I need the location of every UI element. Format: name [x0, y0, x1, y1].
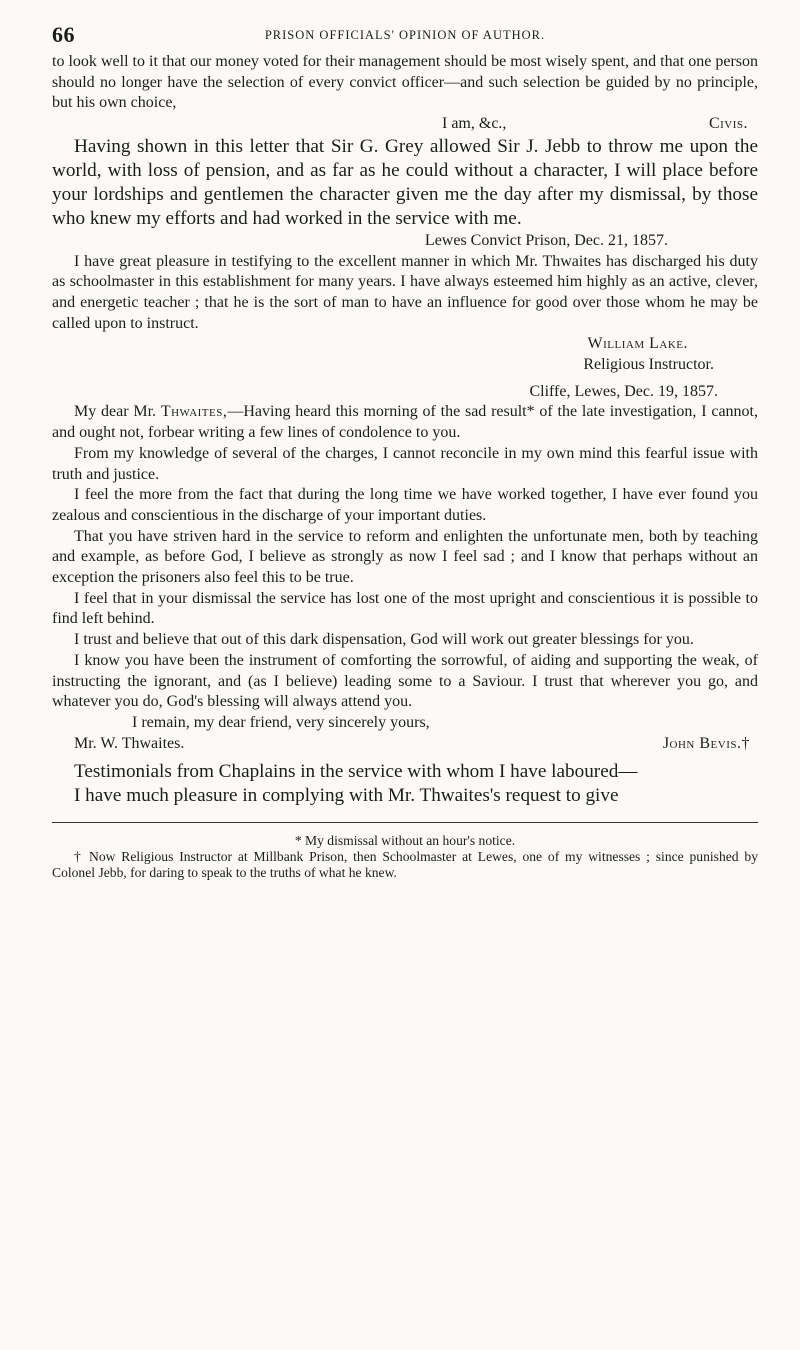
paragraph-3: Testimonials from Chaplains in the service with whom I have laboured—	[74, 761, 638, 783]
footnotes	[52, 833, 758, 881]
letter-bevis-para-4: That you have striven hard in the service to reform and enlighten the unfortunate men, both by teaching and example, as before God, I believe as strongly as now I feel sad ; and I know that perhaps without an exception the prisoners also feel this to be true.	[52, 527, 758, 587]
footnote-star: * My dismissal without an hour's notice.	[294, 833, 516, 849]
letter-lake-title: Religious Instructor.	[583, 356, 714, 374]
letter-lake	[52, 231, 758, 376]
signoff-signature: Civis.	[708, 115, 748, 133]
page-number: 66	[52, 22, 75, 47]
body-section-2	[52, 135, 758, 231]
running-head	[52, 22, 758, 52]
letter-bevis-para-6: I trust and believe that out of this dark dispensation, God will work out greater blessings for you.	[74, 631, 694, 649]
body-section-3	[52, 760, 758, 808]
letter-bevis-para-7: I know you have been the instrument of comforting the sorrowful, of aiding and supporting the weak, of instructing the ignorant, and (as I believe) leading some to a Saviour. I trust that wherever you go, and whatever you do, God's blessing will always attend you.	[52, 651, 758, 711]
body-section-1	[52, 52, 758, 135]
footnote-rule	[52, 822, 758, 823]
paragraph-2: Having shown in this letter that Sir G. Grey allowed Sir J. Jebb to throw me upon the world, with loss of pension, and as far as he could without a character, I will place before your lordships and gentlemen the character given me the day after my dismissal, by those who knew my efforts and had worked in the service with me.	[52, 135, 758, 229]
letter-lake-dateline: Lewes Convict Prison, Dec. 21, 1857.	[424, 231, 668, 249]
letter-bevis-addressee: Mr. W. Thwaites.	[74, 734, 185, 752]
letter-bevis	[52, 382, 758, 755]
letter-lake-body: I have great pleasure in testifying to the excellent manner in which Mr. Thwaites has discharged his duty as schoolmaster in this establishment for many years. I have always esteemed him highly as an active, clever, and energetic teacher ; that he is the sort of man to have an influence for good over those whom he may be called upon to instruct.	[52, 252, 758, 332]
letter-bevis-signoff	[52, 734, 758, 755]
paragraph-1: to look well to it that our money voted for their management should be most wisely spent, and that one person should no longer have the selection of every convict officer—and such selection be guided by no principle, but his own choice,	[52, 53, 758, 112]
letter-bevis-para-5: I feel that in your dismissal the service has lost one of the most upright and conscientious it is possible to find left behind.	[52, 589, 758, 628]
signoff-left: I am, &c.,	[442, 115, 507, 133]
letter-bevis-dateline: Cliffe, Lewes, Dec. 19, 1857.	[529, 382, 718, 400]
paragraph-4: I have much pleasure in complying with Mr. Thwaites's request to give	[74, 785, 619, 807]
letter-bevis-para-1-rest: —Having heard this morning of the sad result* of the late investigation, I cannot, and ought not, forbear writing a few lines of condolence to you.	[52, 403, 758, 442]
signoff-row-1	[52, 114, 758, 135]
salutation-name: Thwaites,	[160, 403, 228, 421]
letter-bevis-para-2: From my knowledge of several of the charges, I cannot reconcile in my own mind this fearful issue with truth and justice.	[52, 444, 758, 483]
letter-bevis-closing: I remain, my dear friend, very sincerely yours,	[132, 713, 430, 731]
letter-bevis-para-3: I feel the more from the fact that during the long time we have worked together, I have ever found you zealous and conscientious in the discharge of your important duties.	[52, 486, 758, 524]
letter-bevis-para-1	[52, 402, 758, 443]
running-head-title: PRISON OFFICIALS' OPINION OF AUTHOR.	[264, 28, 546, 42]
salutation-prefix: My dear Mr.	[74, 403, 157, 421]
letter-bevis-signature: John Bevis.†	[662, 734, 750, 752]
footnote-dagger: † Now Religious Instructor at Millbank Prison, then Schoolmaster at Lewes, one of my witnesses ; since punished by Colonel Jebb, for daring to speak to the truths of what he knew.	[52, 849, 758, 881]
letter-lake-signature: William Lake.	[587, 335, 688, 353]
